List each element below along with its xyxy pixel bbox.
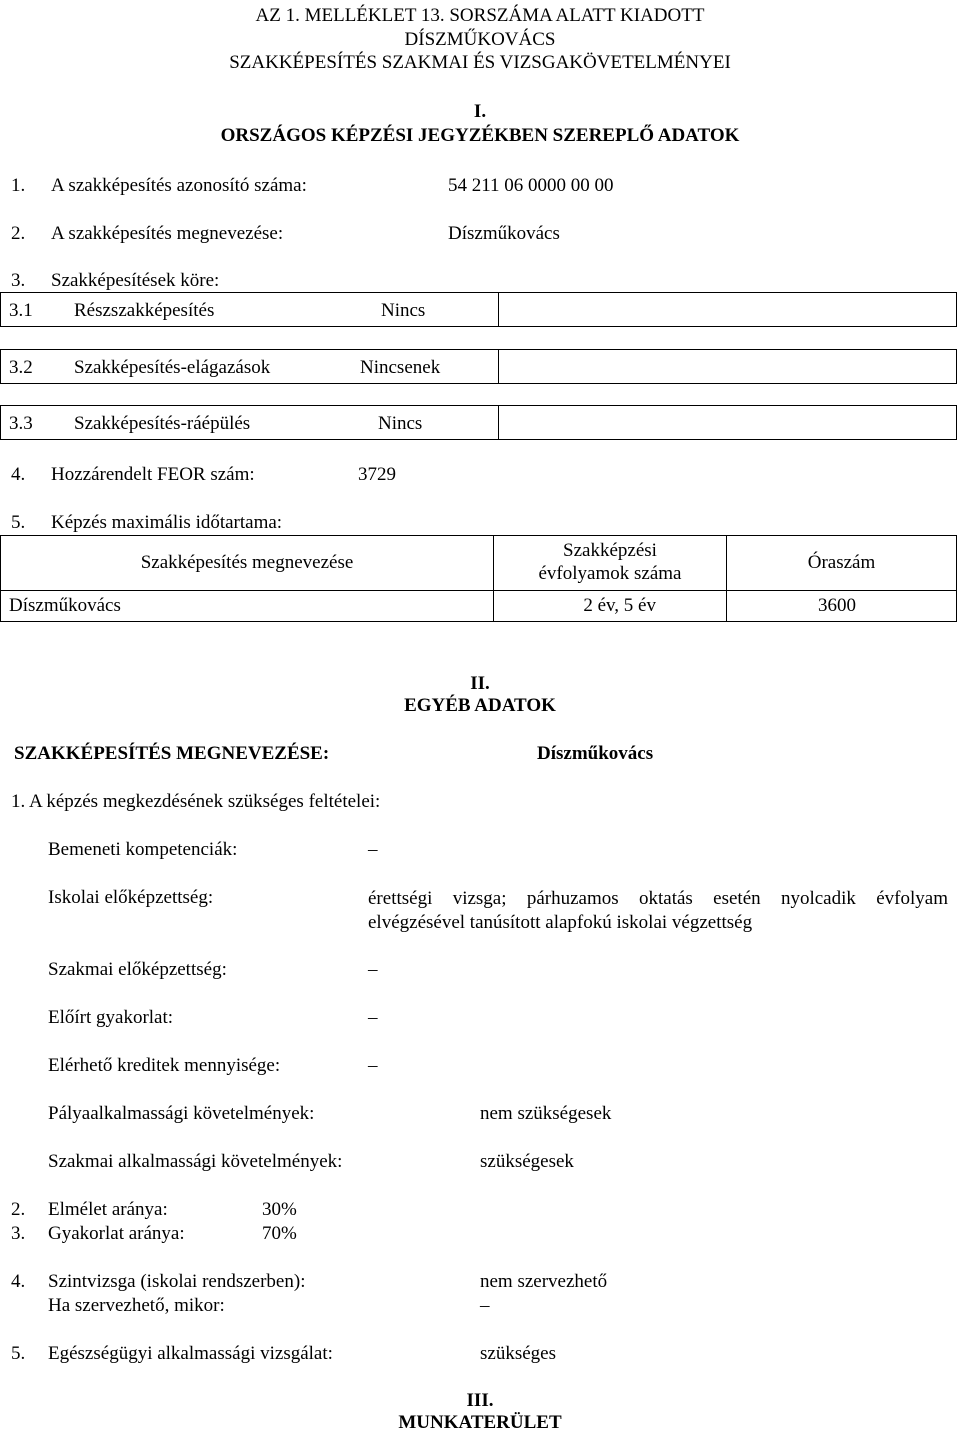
- kreditek-value: –: [368, 1055, 378, 1076]
- item-4-num: 4.: [11, 464, 26, 485]
- item-1-label: A szakképesítés azonosító száma:: [51, 175, 307, 196]
- item-5-num: 5.: [11, 512, 26, 533]
- item-1-value: 54 211 06 0000 00 00: [448, 175, 614, 196]
- section-2-number: II.: [470, 673, 490, 694]
- section-2-item-5-num: 5.: [11, 1343, 26, 1364]
- qualification-value: Díszműkovács: [537, 743, 654, 764]
- gyakorlat-label: Gyakorlat aránya:: [48, 1223, 185, 1244]
- section-2-item-1: 1. A képzés megkezdésének szükséges feltételei:: [11, 791, 381, 812]
- row-3-3-value: Nincs: [378, 413, 423, 434]
- section-3-number: III.: [466, 1390, 494, 1411]
- header-hours: Óraszám: [727, 536, 957, 591]
- row-3-1-value: Nincs: [381, 300, 426, 321]
- szakmai-elokepzettseg-value: –: [368, 959, 378, 980]
- elmelet-label: Elmélet aránya:: [48, 1199, 168, 1220]
- item-2-num: 2.: [11, 223, 26, 244]
- row-3-1-label: Részszakképesítés: [74, 300, 215, 321]
- iskolai-label: Iskolai előképzettség:: [48, 887, 214, 908]
- eloirt-gyakorlat-value: –: [368, 1007, 378, 1028]
- header-line-3: SZAKKÉPESÍTÉS SZAKMAI ÉS VIZSGAKÖVETELMÉNYEI: [229, 52, 731, 73]
- row-3-3-divider: [498, 405, 499, 440]
- qualification-label: SZAKKÉPESÍTÉS MEGNEVEZÉSE:: [14, 743, 330, 764]
- szakmai-alkalmassagi-value: szükségesek: [480, 1151, 574, 1172]
- header-years-line-1: Szakképzési: [563, 540, 657, 562]
- section-3-title: MUNKATERÜLET: [398, 1412, 562, 1433]
- item-3-label: Szakképesítések köre:: [51, 270, 220, 291]
- item-3-num: 3.: [11, 270, 26, 291]
- header-years-line-2: évfolyamok száma: [538, 563, 682, 584]
- elmelet-value: 30%: [262, 1199, 297, 1220]
- row-3-2-label: Szakképesítés-elágazások: [74, 357, 271, 378]
- szakmai-alkalmassagi-label: Szakmai alkalmassági követelmények:: [48, 1151, 343, 1172]
- row-3-2-num: 3.2: [9, 357, 33, 378]
- duration-table: [0, 535, 957, 622]
- eloirt-gyakorlat-label: Előírt gyakorlat:: [48, 1007, 174, 1028]
- item-4-value: 3729: [358, 464, 396, 485]
- szakmai-elokepzettseg-label: Szakmai előképzettség:: [48, 959, 227, 980]
- row-3-2-value: Nincsenek: [360, 357, 441, 378]
- header-name: Szakképesítés megnevezése: [1, 536, 494, 591]
- row-hours: 3600: [727, 591, 957, 622]
- szintvizsga-mikor-value: –: [480, 1295, 490, 1316]
- row-3-3-num: 3.3: [9, 413, 33, 434]
- egeszsegugyi-label: Egészségügyi alkalmassági vizsgálat:: [48, 1343, 333, 1364]
- section-1-title: ORSZÁGOS KÉPZÉSI JEGYZÉKBEN SZEREPLŐ ADATOK: [220, 125, 740, 146]
- row-3-3-label: Szakképesítés-ráépülés: [74, 413, 251, 434]
- section-1-number: I.: [473, 101, 487, 122]
- header-line-1: AZ 1. MELLÉKLET 13. SORSZÁMA ALATT KIADOTT: [255, 5, 705, 26]
- item-2-value: Díszműkovács: [448, 223, 560, 244]
- section-2-item-4-num: 4.: [11, 1271, 26, 1292]
- header-line-2: DÍSZMŰKOVÁCS: [404, 29, 556, 50]
- szintvizsga-value: nem szervezhető: [480, 1271, 608, 1292]
- szintvizsga-label: Szintvizsga (iskolai rendszerben):: [48, 1271, 306, 1292]
- bemeneti-value: –: [368, 839, 378, 860]
- kreditek-label: Elérhető kreditek mennyisége:: [48, 1055, 281, 1076]
- szintvizsga-mikor-label: Ha szervezhető, mikor:: [48, 1295, 225, 1316]
- row-name: Díszműkovács: [1, 591, 494, 622]
- gyakorlat-value: 70%: [262, 1223, 297, 1244]
- row-3-1-num: 3.1: [9, 300, 33, 321]
- palyaalkalmassagi-label: Pályaalkalmassági követelmények:: [48, 1103, 315, 1124]
- row-3-1-divider: [498, 292, 499, 327]
- item-1-num: 1.: [11, 175, 26, 196]
- egeszsegugyi-value: szükséges: [480, 1343, 556, 1364]
- item-4-label: Hozzárendelt FEOR szám:: [51, 464, 255, 485]
- row-3-2-divider: [498, 349, 499, 384]
- item-2-label: A szakképesítés megnevezése:: [51, 223, 284, 244]
- item-5-label: Képzés maximális időtartama:: [51, 512, 283, 533]
- header-years: [494, 536, 727, 591]
- palyaalkalmassagi-value: nem szükségesek: [480, 1103, 612, 1124]
- section-2-title: EGYÉB ADATOK: [404, 695, 556, 716]
- section-2-item-2-num: 2.: [11, 1199, 26, 1220]
- bemeneti-label: Bemeneti kompetenciák:: [48, 839, 238, 860]
- section-2-item-3-num: 3.: [11, 1223, 26, 1244]
- iskolai-value: érettségi vizsga; párhuzamos oktatás esetén nyolcadik évfolyam elvégzésével tanúsított alapfokú iskolai végzettség: [368, 888, 948, 933]
- row-years: 2 év, 5 év: [494, 591, 727, 622]
